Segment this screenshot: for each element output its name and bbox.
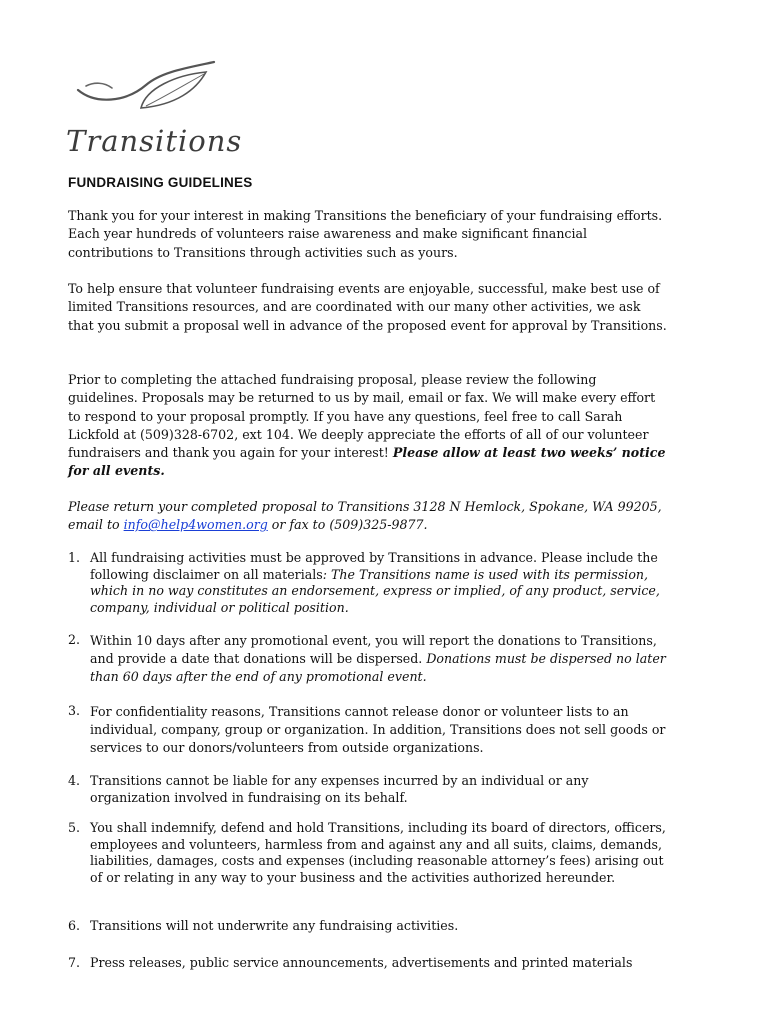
instructions-text: Prior to completing the attached fundraising proposal, please review the following guidelines. Proposals may be returned to us by mail, email or fax. We will make every effort to respond to your proposal promptly. If you have any questions, feel free to call Sarah Lickfold at (509)328-6702, ext 104. We deeply appreciate the efforts of all of our volunteer fundraisers and thank you again for your interest! <box>68 372 656 461</box>
list-text: You shall indemnify, defend and hold Transitions, including its board of directors, officers, employees and volunteers, harmless from and against any and all suits, claims, demands, liabilities, damages, costs and expenses (including reasonable attorney’s fees) arising out of or relating in any way to your business and the activities authorized hereunder. <box>90 820 666 885</box>
notice-emphasis: Please allow at least two weeks’ notice for all events. <box>68 445 666 479</box>
list-text <box>90 550 670 616</box>
list-text-main: All fundraising activities must be approved by Transitions in advance. Please include the following disclaimer on all materials <box>90 550 658 582</box>
list-number: 5. <box>68 820 81 835</box>
list-number: 4. <box>68 773 81 788</box>
email-link[interactable]: info@help4women.org <box>123 517 268 533</box>
list-number: 3. <box>68 703 81 718</box>
transitions-logo <box>66 60 243 160</box>
fax-text: or fax to (509)325-9877. <box>267 517 428 533</box>
list-text: For confidentiality reasons, Transitions cannot release donor or volunteer lists to an individual, company, group or organization. In addition, Transitions does not sell goods or services to our donors/volunteers from outside organizations. <box>90 704 666 755</box>
logo-wordmark: Transitions <box>66 124 243 158</box>
donation-deadline-text: Donations must be dispersed no later than 60 days after the end of any promotional event. <box>90 651 666 684</box>
leaf-logo-icon <box>66 60 238 130</box>
instructions-paragraph <box>68 371 668 481</box>
list-text-main: Within 10 days after any promotional event, you will report the donations to Transitions, and provide a date that donations will be dispersed. <box>90 633 657 666</box>
list-number: 2. <box>68 632 81 647</box>
list-text: Transitions cannot be liable for any expenses incurred by an individual or any organization involved in fundraising on its behalf. <box>90 773 589 805</box>
list-text <box>90 632 670 686</box>
list-text: Press releases, public service announcements, advertisements and printed materials <box>90 955 633 970</box>
list-text: Transitions will not underwrite any fundraising activities. <box>90 918 459 933</box>
return-text: Please return your completed proposal to Transitions 3128 N Hemlock, Spokane, WA 99205, email to <box>68 499 662 533</box>
list-number: 6. <box>68 918 81 933</box>
disclaimer-text: : The Transitions name is used with its permission, which in no way constitutes an endorsement, express or implied, of any product, service, company, individual or political position. <box>90 566 660 615</box>
purpose-paragraph: To help ensure that volunteer fundraising events are enjoyable, successful, make best use of limited Transitions resources, and are coordinated with our many other activities, we ask that you submit a proposal well in advance of the proposed event for approval by Transitions. <box>68 281 667 333</box>
list-number: 7. <box>68 955 81 970</box>
intro-paragraph: Thank you for your interest in making Transitions the beneficiary of your fundraising efforts. Each year hundreds of volunteers raise awareness and make significant financial contributions to Transitions through activities such as yours. <box>68 208 663 260</box>
page-title: FUNDRAISING GUIDELINES <box>68 175 253 190</box>
list-number: 1. <box>68 550 81 565</box>
return-paragraph <box>68 498 668 535</box>
